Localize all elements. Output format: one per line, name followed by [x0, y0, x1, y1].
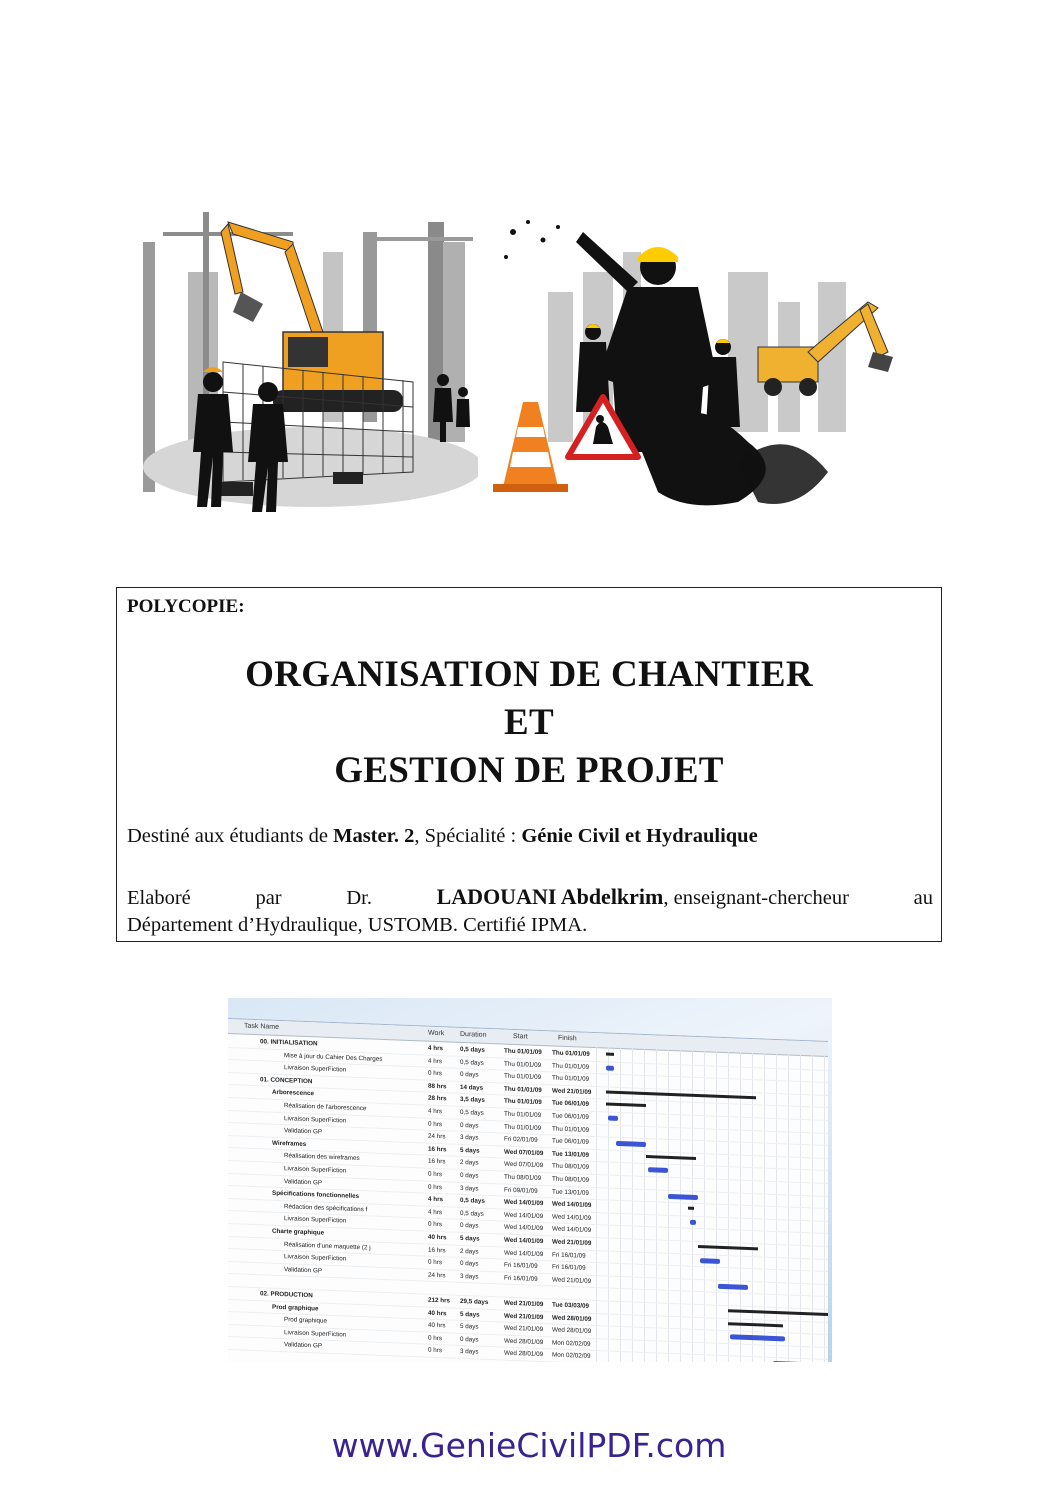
gantt-task-name: Livraison SuperFiction — [284, 1064, 347, 1074]
gantt-finish: Wed 21/01/09 — [552, 1087, 592, 1096]
gantt-summary-bar — [688, 1207, 694, 1210]
audience-speciality: Génie Civil et Hydraulique — [521, 825, 758, 847]
gantt-work: 40 hrs — [428, 1233, 447, 1242]
gantt-task-bar — [648, 1168, 668, 1174]
gantt-summary-bar — [646, 1155, 696, 1160]
gantt-task-name: Validation GP — [284, 1127, 323, 1136]
gantt-finish: Fri 16/01/09 — [552, 1263, 586, 1272]
gantt-start: Wed 14/01/09 — [504, 1249, 544, 1258]
gantt-duration: 3 days — [460, 1134, 479, 1142]
gantt-task-name: Rédaction des spécifications f — [284, 1202, 368, 1214]
gantt-duration: 0,5 days — [460, 1197, 485, 1206]
construction-site-illustration — [143, 212, 478, 517]
gantt-duration: 3 days — [460, 1272, 479, 1281]
gantt-task-name: Livraison SuperFiction — [284, 1253, 347, 1263]
gantt-duration: 29,5 days — [460, 1297, 489, 1307]
gantt-work: 40 hrs — [428, 1321, 446, 1330]
gantt-task-bar — [730, 1334, 785, 1341]
author-line-2: Département d’Hydraulique, USTOMB. Certifié IPMA. — [127, 914, 588, 936]
gantt-work: 28 hrs — [428, 1095, 447, 1103]
gantt-task-bar — [606, 1065, 614, 1070]
gantt-work: 4 hrs — [428, 1044, 444, 1053]
gantt-duration: 5 days — [460, 1234, 480, 1243]
gantt-finish: Wed 14/01/09 — [552, 1200, 592, 1210]
engineer-illustration — [488, 212, 913, 517]
construction-silhouette-image — [143, 212, 478, 517]
gantt-task-name: Réalisation des wireframes — [284, 1152, 360, 1163]
gantt-work: 88 hrs — [428, 1082, 447, 1091]
gantt-start: Wed 07/01/09 — [504, 1160, 544, 1170]
gantt-duration: 0 days — [460, 1222, 479, 1231]
gantt-summary-bar — [728, 1322, 783, 1327]
gantt-finish: Tue 06/01/09 — [552, 1112, 589, 1121]
gantt-work: 0 hrs — [428, 1069, 442, 1078]
gantt-work: 0 hrs — [428, 1120, 442, 1128]
gantt-duration: 5 days — [460, 1323, 479, 1331]
gantt-screenshot — [228, 998, 832, 1362]
gantt-task-bar — [718, 1284, 748, 1290]
gantt-finish: Thu 01/01/09 — [552, 1049, 590, 1058]
gantt-start: Thu 01/01/09 — [504, 1110, 542, 1120]
gantt-work: 4 hrs — [428, 1107, 442, 1116]
gantt-finish: Mon 02/02/09 — [552, 1351, 591, 1361]
gantt-work: 0 hrs — [428, 1183, 442, 1191]
gantt-duration: 0 days — [460, 1335, 479, 1344]
gantt-task-name: Livraison SuperFiction — [284, 1328, 347, 1339]
gantt-header-task: Task Name — [244, 1022, 280, 1031]
gantt-start: Wed 21/01/09 — [504, 1299, 544, 1309]
gantt-start: Thu 01/01/09 — [504, 1047, 542, 1057]
author-role: , enseignant-chercheur — [663, 887, 849, 909]
gantt-duration: 0,5 days — [460, 1045, 485, 1054]
gantt-start: Wed 14/01/09 — [504, 1198, 544, 1208]
gantt-task-name: Mise à jour du Cahier Des Charges — [284, 1051, 383, 1063]
gantt-header-work: Work — [428, 1029, 445, 1038]
gantt-start: Wed 21/01/09 — [504, 1312, 544, 1321]
gantt-duration: 3,5 days — [460, 1096, 485, 1105]
gantt-task-name: Réalisation de l'arborescence — [284, 1102, 367, 1113]
gantt-start: Wed 07/01/09 — [504, 1148, 544, 1157]
gantt-start: Fri 02/01/09 — [504, 1135, 538, 1145]
gantt-duration: 0 days — [460, 1071, 479, 1079]
author-word-5: au — [913, 887, 933, 909]
author-line-1 — [127, 883, 933, 912]
audience-prefix: Destiné aux étudiants de — [127, 825, 334, 847]
gantt-summary-bar — [698, 1245, 758, 1250]
author-word-1: Elaboré — [127, 887, 191, 909]
gantt-summary-bar — [606, 1103, 646, 1108]
gantt-duration: 0 days — [460, 1171, 479, 1180]
document-title — [117, 651, 941, 795]
gantt-duration: 0,5 days — [460, 1209, 484, 1218]
gantt-finish: Thu 01/01/09 — [552, 1062, 590, 1071]
author-word-3: Dr. — [346, 887, 372, 909]
gantt-start: Wed 14/01/09 — [504, 1223, 544, 1233]
gantt-task-name: Validation GP — [284, 1265, 323, 1275]
gantt-task-name: Wireframes — [272, 1139, 307, 1148]
gantt-finish: Tue 03/03/09 — [552, 1301, 589, 1310]
gantt-summary-bar — [606, 1053, 614, 1056]
gantt-header-start: Start — [513, 1032, 528, 1041]
audience-level: Master. 2 — [333, 825, 415, 847]
gantt-table — [228, 1018, 828, 1362]
gantt-task-name: 01. CONCEPTION — [260, 1076, 313, 1086]
gantt-work: 4 hrs — [428, 1057, 442, 1065]
gantt-task-name: 02. PRODUCTION — [260, 1290, 313, 1300]
gantt-start: Wed 21/01/09 — [504, 1324, 544, 1334]
gantt-duration: 2 days — [460, 1247, 479, 1256]
gantt-start: Thu 01/01/09 — [504, 1072, 542, 1082]
gantt-duration: 0,5 days — [460, 1058, 484, 1067]
gantt-task-name: Charte graphique — [272, 1227, 325, 1237]
gantt-start: Fri 16/01/09 — [504, 1274, 538, 1283]
gantt-start: Thu 01/01/09 — [504, 1123, 542, 1132]
gantt-finish: Thu 01/01/09 — [552, 1074, 590, 1084]
audience-mid: , Spécialité : — [414, 825, 522, 847]
gantt-task-name: Validation GP — [284, 1341, 323, 1351]
title-line-1: ORGANISATION DE CHANTIER — [245, 654, 813, 695]
gantt-finish: Tue 13/01/09 — [552, 1188, 589, 1197]
gantt-header-finish: Finish — [558, 1034, 577, 1043]
gantt-start: Wed 28/01/09 — [504, 1349, 544, 1359]
gantt-task-bar — [690, 1220, 696, 1225]
gantt-duration: 5 days — [460, 1310, 480, 1319]
gantt-work: 16 hrs — [428, 1145, 447, 1154]
gantt-start: Wed 14/01/09 — [504, 1211, 544, 1220]
gantt-work: 4 hrs — [428, 1208, 442, 1217]
gantt-work: 40 hrs — [428, 1309, 447, 1317]
gantt-work: 0 hrs — [428, 1221, 442, 1229]
gantt-finish: Thu 01/01/09 — [552, 1125, 590, 1134]
gantt-finish: Wed 14/01/09 — [552, 1225, 592, 1235]
gantt-duration: 0,5 days — [460, 1108, 484, 1117]
gantt-task-bar — [773, 1361, 803, 1362]
gantt-task-name: Prod graphique — [284, 1316, 328, 1325]
document-type-label: POLYCOPIE: — [127, 596, 245, 617]
gantt-work: 24 hrs — [428, 1271, 446, 1280]
gantt-finish: Thu 08/01/09 — [552, 1162, 590, 1172]
author-block — [127, 883, 933, 939]
title-box — [116, 587, 942, 942]
gantt-work: 4 hrs — [428, 1195, 444, 1204]
gantt-finish: Wed 21/01/09 — [552, 1238, 592, 1247]
gantt-task-name: Arborescence — [272, 1089, 314, 1098]
title-line-2: ET — [504, 702, 554, 743]
gantt-work: 0 hrs — [428, 1347, 442, 1355]
gantt-task-bar — [608, 1116, 618, 1121]
gantt-summary-bar — [728, 1309, 828, 1316]
gantt-duration: 14 days — [460, 1083, 484, 1092]
gantt-duration: 5 days — [460, 1146, 480, 1155]
gantt-finish: Mon 02/02/09 — [552, 1339, 591, 1348]
author-name-group — [437, 883, 849, 912]
gantt-duration: 3 days — [460, 1184, 479, 1193]
gantt-task-name: 00. INITIALISATION — [260, 1038, 318, 1048]
gantt-work: 16 hrs — [428, 1158, 446, 1166]
gantt-task-name: Livraison SuperFiction — [284, 1215, 347, 1225]
gantt-finish: Wed 28/01/09 — [552, 1326, 592, 1336]
gantt-finish: Wed 28/01/09 — [552, 1314, 592, 1323]
gantt-task-bar — [700, 1258, 720, 1264]
gantt-finish: Fri 16/01/09 — [552, 1251, 586, 1260]
gantt-duration: 0 days — [460, 1121, 479, 1130]
gantt-work: 0 hrs — [428, 1258, 442, 1267]
gantt-task-bar — [616, 1141, 646, 1147]
gantt-start: Thu 01/01/09 — [504, 1060, 542, 1069]
gantt-start: Fri 09/01/09 — [504, 1186, 538, 1195]
gantt-work: 0 hrs — [428, 1170, 442, 1179]
gantt-task-name: Validation GP — [284, 1177, 323, 1187]
gantt-task-bar — [668, 1193, 698, 1199]
footer-url[interactable]: www.GenieCivilPDF.com — [331, 1426, 727, 1465]
gantt-finish: Thu 08/01/09 — [552, 1175, 590, 1184]
gantt-start: Wed 28/01/09 — [504, 1337, 544, 1346]
gantt-task-name: Spécifications fonctionnelles — [272, 1189, 360, 1201]
gantt-work: 16 hrs — [428, 1246, 446, 1254]
gantt-start: Thu 01/01/09 — [504, 1085, 542, 1094]
gantt-finish: Tue 06/01/09 — [552, 1137, 589, 1147]
gantt-task-name: Réalisation d'une maquette (2 j — [284, 1240, 371, 1252]
gantt-start: Wed 14/01/09 — [504, 1236, 544, 1246]
gantt-duration: 3 days — [460, 1348, 479, 1357]
gantt-finish: Tue 06/01/09 — [552, 1099, 589, 1109]
gantt-finish: Wed 14/01/09 — [552, 1213, 592, 1222]
gantt-start: Fri 16/01/09 — [504, 1261, 538, 1271]
author-name: LADOUANI Abdelkrim — [436, 884, 664, 909]
gantt-task-name: Livraison SuperFiction — [284, 1114, 347, 1125]
gantt-header-duration: Duration — [460, 1030, 487, 1039]
gantt-summary-bar — [606, 1090, 756, 1099]
author-word-2: par — [255, 887, 282, 909]
gantt-task-name: Livraison SuperFiction — [284, 1165, 347, 1175]
gantt-start: Thu 08/01/09 — [504, 1173, 542, 1183]
gantt-finish: Tue 13/01/09 — [552, 1150, 589, 1159]
gantt-start: Thu 01/01/09 — [504, 1097, 542, 1107]
gantt-duration: 0 days — [460, 1260, 479, 1268]
gantt-duration: 2 days — [460, 1159, 479, 1168]
gantt-work: 0 hrs — [428, 1334, 442, 1343]
gantt-work: 24 hrs — [428, 1132, 446, 1141]
gantt-work: 212 hrs — [428, 1296, 451, 1305]
gantt-task-name: Prod graphique — [272, 1303, 319, 1313]
gantt-finish: Wed 21/01/09 — [552, 1276, 592, 1285]
audience-line — [127, 825, 758, 848]
engineer-silhouette-image — [488, 212, 913, 517]
title-line-3: GESTION DE PROJET — [334, 750, 724, 791]
